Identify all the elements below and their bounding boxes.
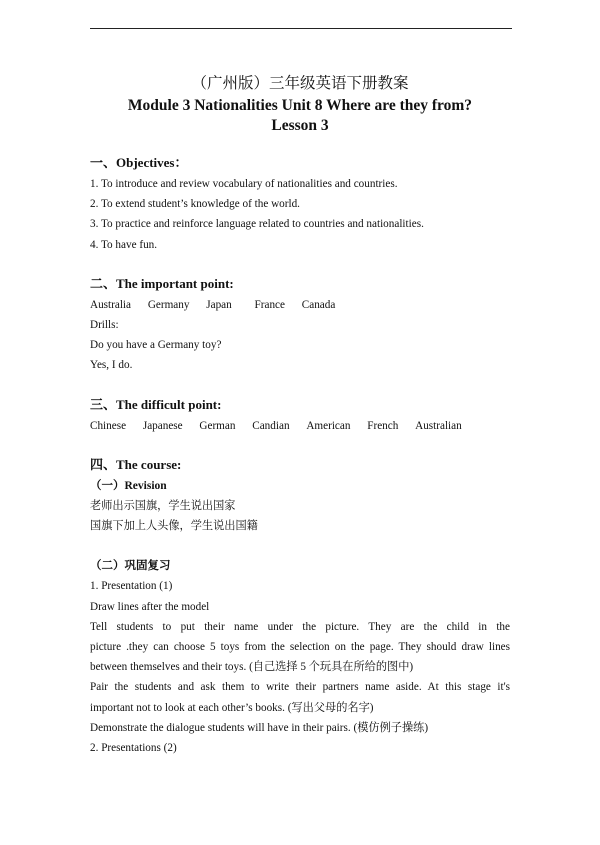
objectives-heading: 一、Objectives：	[90, 155, 188, 170]
consolidation-heading: （二）巩固复习	[90, 560, 171, 573]
objective-item: 3. To practice and reinforce language related to countries and nationalities.	[90, 218, 424, 231]
paragraph-line: important not to look at each other’s books. (写出父母的名字)	[90, 701, 374, 714]
word: Japanese	[142, 419, 183, 432]
lesson-label: Lesson 3	[271, 117, 329, 134]
presentation-1-label: 1. Presentation (1)	[90, 580, 173, 593]
difficult-point-heading: 三、The difficult point:	[90, 396, 222, 412]
word: French	[367, 419, 399, 432]
drill-answer: Yes, I do.	[90, 359, 133, 372]
important-point-heading: 二、The important point:	[90, 275, 234, 291]
header-rule	[90, 28, 512, 29]
word: Australia	[90, 298, 132, 311]
important-words	[90, 295, 510, 315]
revision-heading: （一）Revision	[90, 479, 167, 492]
paragraph-line: between themselves and their toys. (自己选择 5 个玩具在所给的图中)	[90, 661, 414, 674]
document-subtitle: Module 3 Nationalities Unit 8 Where are they from?	[127, 97, 473, 114]
revision-line: 国旗下加上人头像，学生说出国籍	[90, 520, 258, 533]
objective-item: 1. To introduce and review vocabulary of nationalities and countries.	[90, 178, 398, 190]
paragraph-line: Pair the students and ask them to write their partners name aside. At this stage it's	[90, 681, 510, 694]
word: Chinese	[90, 419, 127, 432]
document-title: （广州版）三年级英语下册教案	[191, 75, 409, 92]
demonstrate-instruction: Demonstrate the dialogue students will have in their pairs. (模仿例子操练)	[90, 721, 429, 734]
objective-item: 2. To extend student’s knowledge of the world.	[90, 198, 300, 211]
word: Germany	[147, 298, 190, 311]
word: Candian	[252, 419, 290, 432]
course-heading: 四、The course:	[90, 456, 182, 472]
word: France	[254, 298, 285, 311]
paragraph-line: picture .they can choose 5 toys from the selection on the page. They should draw lines	[90, 641, 510, 653]
difficult-words	[90, 416, 510, 436]
word: German	[199, 419, 236, 432]
word: Canada	[301, 298, 336, 311]
tell-students-paragraph	[90, 617, 510, 678]
word: Japan	[206, 298, 232, 311]
revision-line: 老师出示国旗，学生说出国家	[90, 499, 236, 512]
pair-students-paragraph	[90, 677, 510, 717]
objective-item: 4. To have fun.	[90, 238, 158, 251]
presentation-2-label: 2. Presentations (2)	[90, 741, 177, 754]
drill-question: Do you have a Germany toy?	[90, 339, 222, 352]
drills-label: Drills:	[90, 318, 119, 331]
paragraph-line: Tell students to put their name under the picture. They are the child in the	[90, 620, 510, 633]
document-body	[90, 152, 510, 758]
word: American	[306, 419, 351, 432]
word: Australian	[415, 419, 462, 432]
draw-lines-instruction: Draw lines after the model	[90, 600, 210, 613]
